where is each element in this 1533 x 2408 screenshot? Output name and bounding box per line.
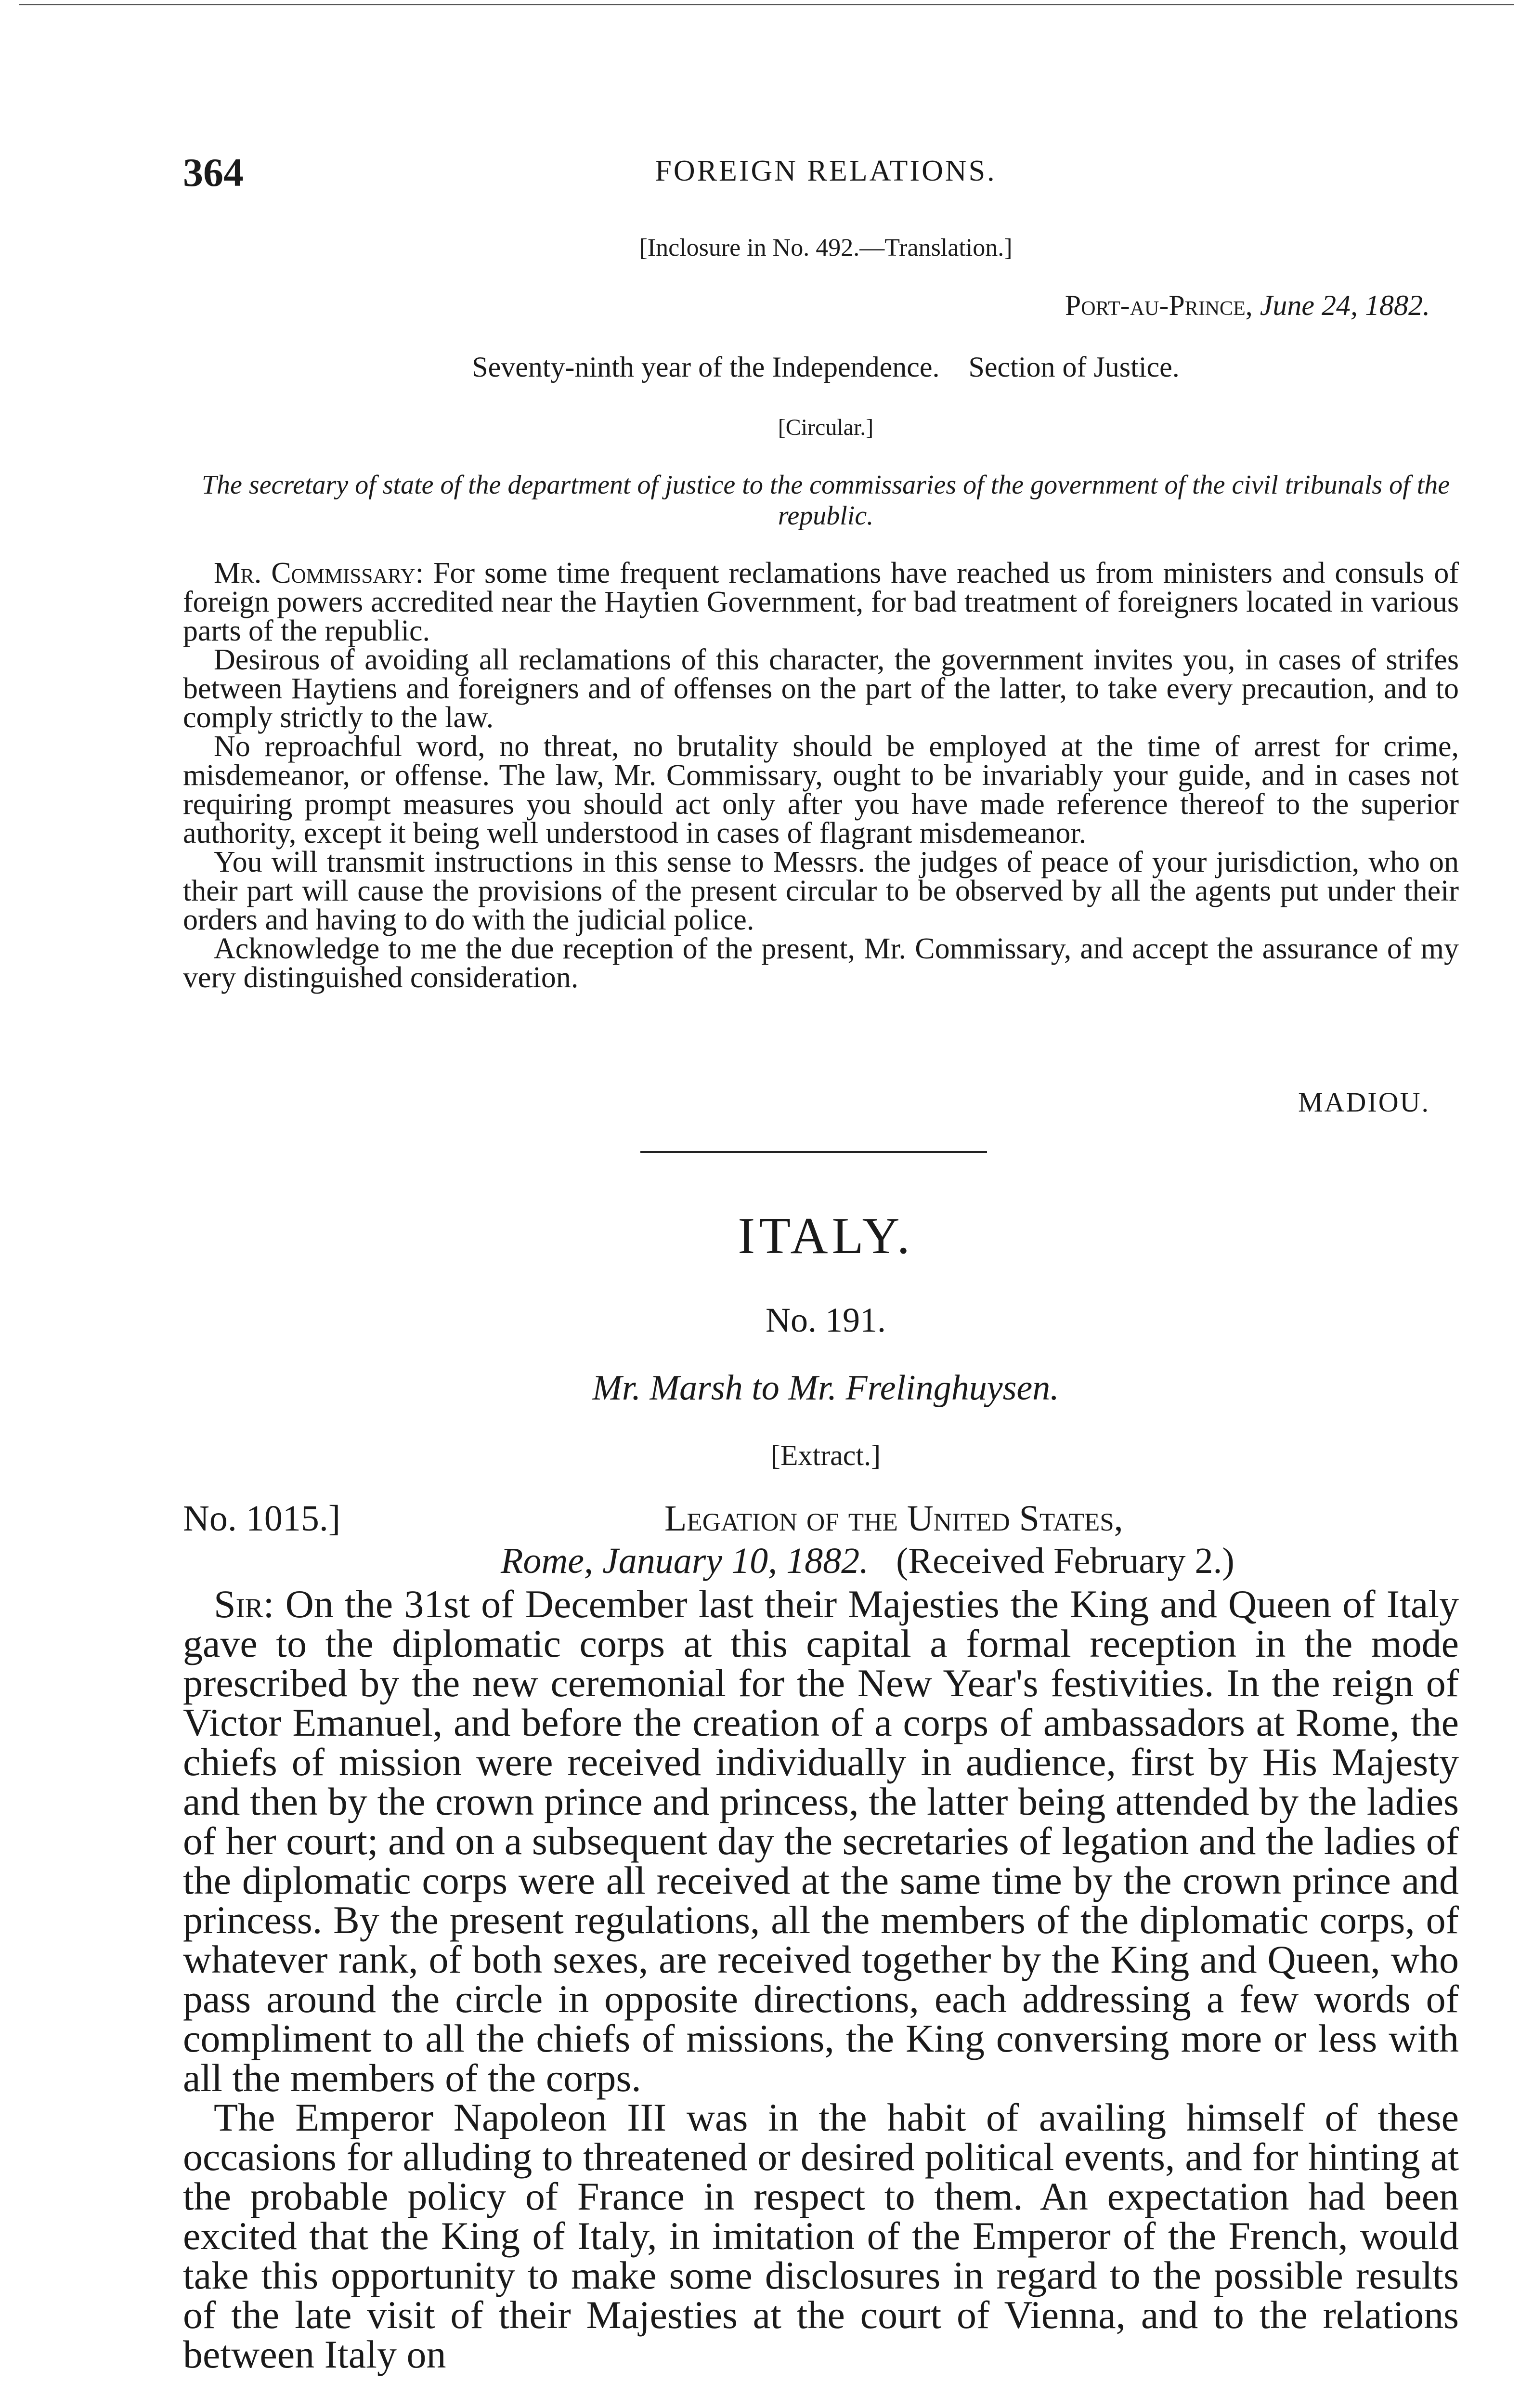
- dispatch-paragraph: [183, 1584, 1459, 2098]
- dispatch-salutation: Sir:: [214, 1582, 274, 1626]
- circular-label: [Circular.]: [778, 415, 874, 440]
- rome-date: January 10, 1882.: [602, 1541, 869, 1581]
- section-name: Section of Justice.: [968, 351, 1180, 383]
- section-divider: [640, 1151, 987, 1153]
- paragraph-text: You will transmit instructions in this sense to Messrs. the judges of peace of your jurisdiction, who on their part will cause the provisions of the present circular to be observed by all the agents put under their orders and having to do with the judicial police.: [183, 846, 1459, 936]
- paragraph-text: The Emperor Napoleon III was in the habit of availing himself of these occasions for alluding to threatened or desired political events, and for hinting at the probable policy of France in respect to them. An expectation had been excited that the King of Italy, in imitation of the Emperor of the French, would take this opportunity to make some disclosures in regard to the possible results of the late visit of their Majesties at the court of Vienna, and to the relations between Italy on: [183, 2095, 1459, 2376]
- paragraph-text: No reproachful word, no threat, no brutality should be employed at the time of arrest for crime, misdemeanor, or offense. The law, Mr. Commissary, ought to be invariably your guide, and in cases not requiring prompt measures you should act only after you have made reference thereof to the superior authority, except it being well understood in cases of flagrant misdemeanor.: [183, 730, 1459, 850]
- inclosure-note: [Inclosure in No. 492.—Translation.]: [639, 234, 1013, 262]
- dispatch-body: [183, 1584, 1459, 2374]
- dispatch-number: No. 1015.]: [183, 1498, 341, 1539]
- rome-dateline: [501, 1540, 1234, 1582]
- circular-body: [183, 559, 1459, 992]
- independence-line: [183, 351, 1468, 384]
- circular-address: The secretary of state of the department of justice to the commissaries of the government of the civil tribunals of the republic.: [201, 470, 1450, 531]
- received-date: (Received February 2.): [896, 1541, 1234, 1581]
- circular-paragraph: [183, 732, 1459, 848]
- circular-signature: MADIOU.: [1298, 1086, 1430, 1118]
- dispatch-paragraph: [183, 2095, 1459, 2376]
- paragraph-text: Desirous of avoiding all reclamations of this character, the government invites you, in cases of strifes between Haytiens and foreigners and of offenses on the part of the latter, to take every precaution, and to comply strictly to the law.: [183, 643, 1459, 734]
- circular-paragraph: [183, 645, 1459, 732]
- document-parties: Mr. Marsh to Mr. Frelinghuysen.: [592, 1368, 1059, 1408]
- country-heading: ITALY.: [738, 1207, 914, 1265]
- haiti-place: Port-au-Prince,: [1065, 289, 1253, 321]
- circular-salutation: Mr. Commissary:: [214, 557, 424, 589]
- circular-paragraph: [183, 934, 1459, 992]
- independence-year: Seventy-ninth year of the Independence.: [472, 351, 940, 383]
- top-edge-rule: [19, 4, 1514, 5]
- haiti-date: June 24, 1882.: [1260, 289, 1430, 321]
- page-header: [183, 149, 1468, 193]
- extract-label: [Extract.]: [770, 1440, 881, 1471]
- rome-place: Rome,: [501, 1541, 594, 1581]
- legation-line: Legation of the United States,: [664, 1498, 1123, 1539]
- page-number: 364: [183, 150, 244, 195]
- running-head: FOREIGN RELATIONS.: [655, 155, 997, 187]
- paragraph-text: For some time frequent reclamations have reached us from ministers and consuls of foreign powers accredited near the Haytien Government, for bad treatment of foreigners located in various parts of the republic.: [183, 557, 1459, 647]
- circular-paragraph: [183, 559, 1459, 645]
- document-number: No. 191.: [766, 1301, 886, 1339]
- paragraph-text: Acknowledge to me the due reception of the present, Mr. Commissary, and accept the assurance of my very distinguished consideration.: [183, 932, 1459, 994]
- haiti-dateline: [183, 289, 1430, 322]
- circular-paragraph: [183, 848, 1459, 934]
- paragraph-text: On the 31st of December last their Majesties the King and Queen of Italy gave to the diplomatic corps at this capital a formal reception in the mode prescribed by the new ceremonial for the New Year's festivities. In the reign of Victor Emanuel, and before the creation of a corps of ambassadors at Rome, the chiefs of mission were received individually in audience, first by His Majesty and then by the crown prince and princess, the latter being attended by the ladies of her court; and on a subsequent day the secretaries of legation and the ladies of the diplomatic corps were all received at the same time by the crown prince and princess. By the present regulations, all the members of the diplomatic corps, of whatever rank, of both sexes, are received together by the King and Queen, who pass around the circle in opposite directions, each addressing a few words of compliment to all the chiefs of missions, the King conversing more or less with all the members of the corps.: [183, 1582, 1459, 2100]
